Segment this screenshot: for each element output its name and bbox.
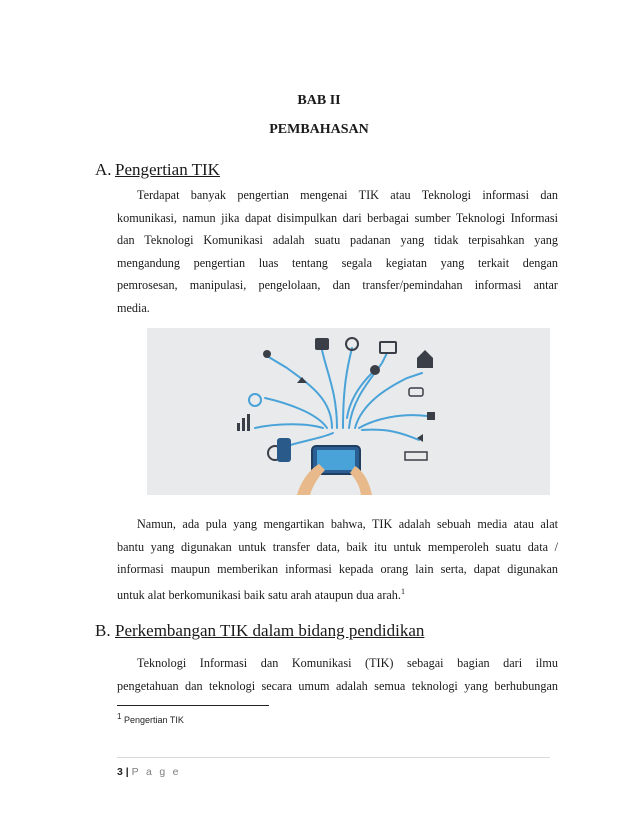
- tech-tree-svg: [147, 328, 550, 495]
- text-line: informasi maupun memberikan informasi kepada orang lain serta, dapat digunakan: [117, 562, 558, 576]
- text-line: media.: [117, 300, 150, 315]
- section-a-title: Pengertian TIK: [115, 160, 220, 179]
- page-footer: [117, 766, 181, 778]
- section-a-paragraph-1: [117, 184, 558, 319]
- text-line: mengandung pengertian luas tentang segala kegiatan yang terkait dengan: [117, 255, 558, 270]
- music-icon: [417, 434, 423, 442]
- section-a-heading: [95, 160, 220, 180]
- right-hand: [350, 466, 372, 495]
- section-b-heading: [95, 621, 424, 641]
- chart-bar-icon: [247, 414, 250, 431]
- section-a-number: A.: [95, 160, 112, 179]
- play-icon: [427, 412, 435, 420]
- text-line: Namun, ada pula yang mengartikan bahwa, TIK adalah sebuah media atau alat: [137, 517, 558, 531]
- at-icon: [249, 394, 261, 406]
- chapter-number: BAB II: [297, 93, 341, 108]
- footer-separator: |: [125, 766, 129, 778]
- node-icon: [263, 350, 271, 358]
- section-b-number: B.: [95, 621, 111, 640]
- tech-tree-illustration: [147, 328, 550, 495]
- page-label: P a g e: [131, 766, 181, 778]
- footnote-text: Pengertian TIK: [123, 715, 184, 725]
- footnote: [117, 712, 184, 725]
- tablet-screen: [317, 450, 355, 470]
- chart-bar-icon: [237, 423, 240, 431]
- cloud-icon: [297, 377, 307, 383]
- chapter-title: PEMBAHASAN: [269, 122, 369, 137]
- footnote-number: 1: [117, 712, 122, 721]
- car-icon: [409, 388, 423, 396]
- text-line: [117, 581, 558, 604]
- text-line: komunikasi, namun jika dapat disimpulkan dari berbagai sumber Teknologi Informasi: [117, 210, 558, 225]
- star-icon: [370, 365, 380, 375]
- section-a-paragraph-2: [117, 513, 558, 603]
- mail-icon: [315, 338, 329, 350]
- text-line: Terdapat banyak pengertian mengenai TIK atau Teknologi informasi dan: [137, 188, 558, 202]
- footnote-ref[interactable]: 1: [400, 586, 405, 596]
- section-b-title: Perkembangan TIK dalam bidang pendidikan: [115, 621, 425, 640]
- chart-bar-icon: [242, 418, 245, 431]
- section-b-paragraph-1: [117, 652, 558, 697]
- footer-divider: [117, 757, 550, 758]
- smartphone-icon: [277, 438, 291, 462]
- home-icon: [417, 350, 433, 368]
- laptop-icon: [380, 342, 396, 353]
- text-line: dan Teknologi Komunikasi adalah suatu padanan yang tidak terpisahkan yang: [117, 233, 558, 247]
- footnote-divider: [117, 705, 269, 706]
- piano-icon: [405, 452, 427, 460]
- text-line: pengetahuan dan teknologi secara umum adalah semua teknologi yang berhubungan: [117, 678, 558, 693]
- text-line-content: untuk alat berkomunikasi baik satu arah ataupun dua arah.: [117, 587, 401, 602]
- text-line: Teknologi Informasi dan Komunikasi (TIK) sebagai bagian dari ilmu: [137, 656, 558, 670]
- text-line: bantu yang digunakan untuk transfer data, baik itu untuk memperoleh suatu data /: [117, 539, 558, 554]
- text-line: pemrosesan, manipulasi, pengelolaan, dan transfer/pemindahan informasi antar: [117, 278, 558, 292]
- page-number: 3: [117, 766, 123, 778]
